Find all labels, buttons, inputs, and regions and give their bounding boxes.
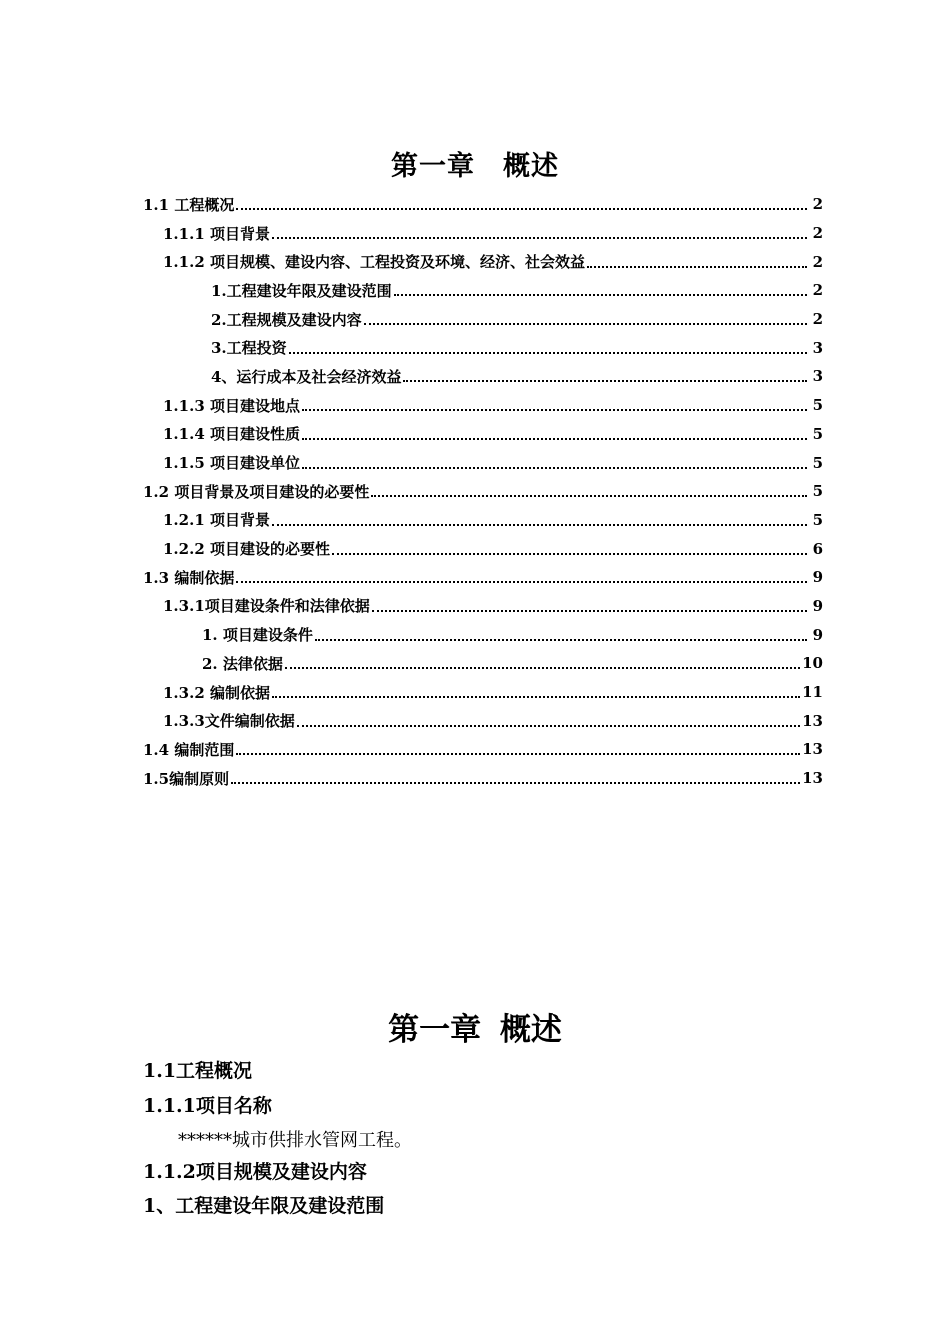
toc-chapter-title: 第一章 概述: [391, 151, 559, 182]
toc-leader-dots: [236, 581, 807, 583]
toc-entry-page-number: 13: [802, 769, 823, 788]
toc-leader-dots: [272, 696, 800, 698]
toc-entry-label: 1.工程建设年限及建设范围: [211, 281, 392, 300]
toc-entry-page-number: 9: [812, 568, 823, 587]
table-of-contents: [0, 190, 950, 792]
toc-leader-dots: [289, 352, 807, 354]
toc-entry-label: 2.工程规模及建设内容: [211, 310, 362, 329]
toc-entry-page-number: 3: [812, 367, 823, 386]
toc-entry-page-number: 11: [802, 683, 823, 702]
toc-entry-page-number: 2: [812, 252, 823, 271]
toc-leader-dots: [236, 208, 807, 210]
toc-entry[interactable]: [0, 247, 950, 276]
toc-entry[interactable]: [0, 333, 950, 362]
toc-entry[interactable]: [0, 735, 950, 764]
toc-leader-dots: [364, 323, 807, 325]
toc-entry[interactable]: [0, 706, 950, 735]
toc-leader-dots: [272, 524, 807, 526]
toc-entry-page-number: 5: [812, 424, 823, 443]
toc-leader-dots: [371, 495, 807, 497]
toc-entry[interactable]: [0, 534, 950, 563]
toc-entry-label: 2. 法律依据: [202, 654, 283, 673]
toc-leader-dots: [403, 380, 807, 382]
toc-entry[interactable]: [0, 620, 950, 649]
toc-entry-page-number: 2: [812, 224, 823, 243]
toc-leader-dots: [272, 237, 807, 239]
toc-entry-page-number: 10: [802, 654, 823, 673]
toc-leader-dots: [394, 294, 807, 296]
toc-entry-page-number: 5: [812, 453, 823, 472]
toc-entry[interactable]: [0, 563, 950, 592]
section-heading-1-1-2: 1.1.2项目规模及建设内容: [143, 1161, 367, 1183]
toc-entry[interactable]: [0, 219, 950, 248]
toc-leader-dots: [231, 782, 800, 784]
toc-entry-page-number: 9: [812, 596, 823, 615]
toc-entry[interactable]: [0, 678, 950, 707]
toc-entry-label: 1.1.4 项目建设性质: [163, 425, 300, 444]
toc-entry-label: 4、运行成本及社会经济效益: [211, 367, 402, 386]
toc-entry-label: 1.1 工程概况: [143, 195, 235, 214]
toc-entry-label: 1.2 项目背景及项目建设的必要性: [143, 482, 370, 501]
toc-leader-dots: [302, 467, 807, 469]
toc-entry[interactable]: [0, 764, 950, 793]
toc-entry-label: 1.3.2 编制依据: [163, 683, 270, 702]
toc-entry[interactable]: [0, 420, 950, 449]
toc-entry-label: 1.1.5 项目建设单位: [163, 454, 300, 473]
toc-leader-dots: [236, 753, 800, 755]
section-heading-1-1-1: 1.1.1项目名称: [143, 1095, 272, 1117]
toc-entry-label: 1.4 编制范围: [143, 740, 235, 759]
toc-leader-dots: [332, 553, 807, 555]
toc-entry-label: 1.2.1 项目背景: [163, 511, 270, 530]
toc-leader-dots: [285, 667, 800, 669]
toc-entry-page-number: 6: [812, 539, 823, 558]
chapter-title: 第一章 概述: [388, 1012, 562, 1048]
toc-leader-dots: [302, 438, 807, 440]
toc-entry-label: 1.3.3文件编制依据: [163, 712, 295, 731]
toc-entry-label: 1.5编制原则: [143, 769, 230, 788]
toc-entry[interactable]: [0, 448, 950, 477]
toc-leader-dots: [297, 725, 800, 727]
toc-entry[interactable]: [0, 506, 950, 535]
toc-entry-page-number: 3: [812, 338, 823, 357]
toc-entry[interactable]: [0, 477, 950, 506]
toc-entry-page-number: 5: [812, 396, 823, 415]
project-name-paragraph: ******城市供排水管网工程。: [178, 1130, 412, 1151]
section-heading-1-1: 1.1工程概况: [143, 1060, 253, 1082]
toc-entry-page-number: 2: [812, 195, 823, 214]
toc-entry[interactable]: [0, 391, 950, 420]
subsection-heading-1: 1、工程建设年限及建设范围: [143, 1195, 385, 1217]
toc-entry[interactable]: [0, 190, 950, 219]
toc-entry-page-number: 13: [802, 740, 823, 759]
toc-entry-page-number: 5: [812, 482, 823, 501]
toc-entry[interactable]: [0, 305, 950, 334]
toc-entry-page-number: 13: [802, 711, 823, 730]
toc-entry-page-number: 9: [812, 625, 823, 644]
toc-entry[interactable]: [0, 276, 950, 305]
toc-entry-label: 1.3.1项目建设条件和法律依据: [163, 597, 370, 616]
toc-entry-page-number: 2: [812, 310, 823, 329]
toc-leader-dots: [372, 610, 807, 612]
toc-entry[interactable]: [0, 592, 950, 621]
toc-leader-dots: [302, 409, 807, 411]
toc-entry-label: 1.3 编制依据: [143, 568, 235, 587]
toc-entry-label: 1.1.3 项目建设地点: [163, 396, 300, 415]
toc-entry-label: 1. 项目建设条件: [202, 626, 313, 645]
toc-entry-label: 1.2.2 项目建设的必要性: [163, 540, 330, 559]
toc-entry-label: 3.工程投资: [211, 339, 287, 358]
toc-entry-label: 1.1.2 项目规模、建设内容、工程投资及环境、经济、社会效益: [163, 253, 585, 272]
toc-leader-dots: [315, 639, 807, 641]
toc-leader-dots: [587, 266, 807, 268]
toc-entry-label: 1.1.1 项目背景: [163, 224, 270, 243]
toc-entry-page-number: 2: [812, 281, 823, 300]
toc-entry[interactable]: [0, 362, 950, 391]
toc-entry-page-number: 5: [812, 510, 823, 529]
toc-entry[interactable]: [0, 649, 950, 678]
